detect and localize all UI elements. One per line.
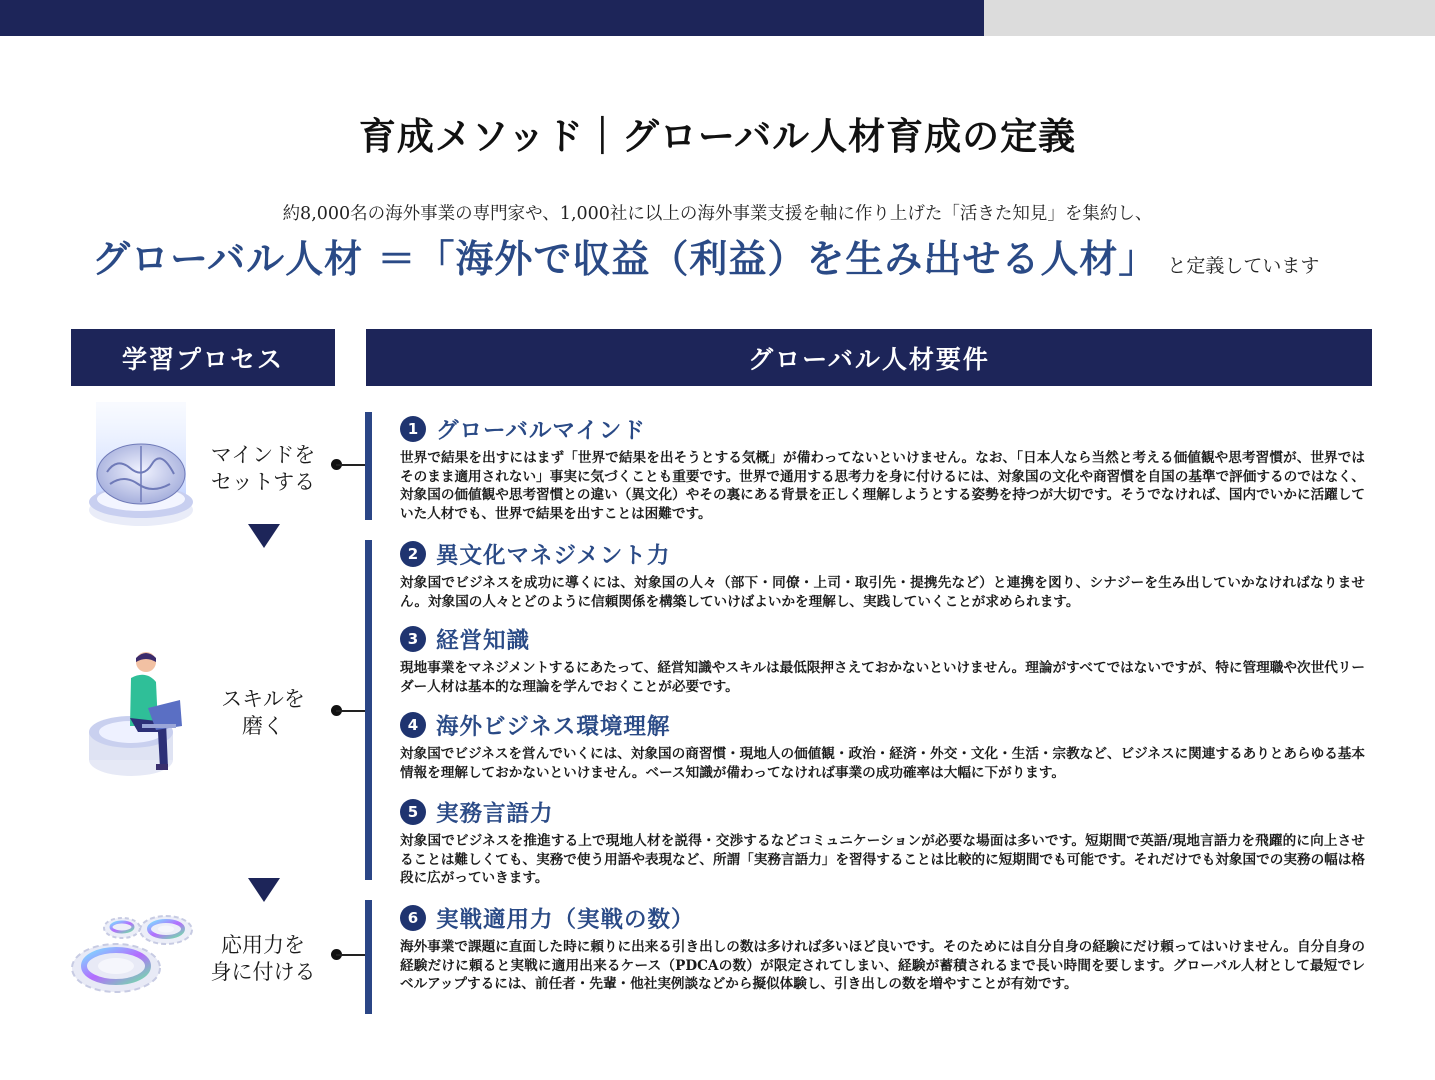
requirement-head <box>400 538 1365 570</box>
requirement-body: 現地事業をマネジメントするにあたって、経営知識やスキルは最低限押さえておかないといけません。理論がすべてではないですが、特に管理職や次世代リーダー人材は基本的な理論を学んでおくことが必要です。 <box>400 660 1365 695</box>
number-badge: 2 <box>400 541 426 567</box>
number-badge: 6 <box>400 905 426 931</box>
connector-line <box>336 710 366 712</box>
requirement-title: 実務言語力 <box>436 801 554 827</box>
page-title: 育成メソッド｜グローバル人材育成の定義 <box>358 114 1077 158</box>
brain-icon <box>82 402 200 530</box>
number-badge: 3 <box>400 626 426 652</box>
number-badge: 5 <box>400 799 426 825</box>
requirement-head <box>400 709 1365 741</box>
group-bracket-application <box>365 900 372 1014</box>
definition-tail: と定義しています <box>1167 255 1320 277</box>
requirement-item <box>400 623 1365 696</box>
requirement-title: 実戦適用力（実戦の数） <box>436 907 695 933</box>
top-accent-bar <box>0 0 984 36</box>
stage-label-application <box>193 932 333 986</box>
requirement-item <box>400 413 1365 523</box>
stage-label-skills <box>193 686 333 740</box>
connector-line <box>336 464 366 466</box>
down-arrow-icon <box>248 524 280 548</box>
requirement-head <box>400 623 1365 655</box>
requirement-title: 異文化マネジメント力 <box>436 543 671 569</box>
down-arrow-icon <box>248 878 280 902</box>
requirement-item <box>400 538 1365 611</box>
number-badge: 4 <box>400 712 426 738</box>
person-laptop-icon <box>86 648 186 780</box>
requirement-body: 対象国でビジネスを営んでいくには、対象国の商習慣・現地人の価値観・政治・経済・外交・文化・生活・宗教など、ビジネスに関連するありとあらゆる基本情報を理解しておかないといけません。ベース知識が備わってなければ事業の成功確率は大幅に下がります。 <box>400 746 1365 781</box>
requirement-item <box>400 902 1365 994</box>
number-badge: 1 <box>400 416 426 442</box>
definition-main: グローバル人材 ＝「海外で収益（利益）を生み出せる人材」 <box>92 236 1158 281</box>
stage-label-line: 身に付ける <box>210 960 316 984</box>
requirement-item <box>400 796 1365 888</box>
requirement-head <box>400 902 1365 934</box>
requirement-title: グローバルマインド <box>436 418 646 444</box>
requirement-head <box>400 413 1365 445</box>
requirement-title: 経営知識 <box>436 628 531 654</box>
group-bracket-mindset <box>365 412 372 520</box>
requirement-body: 海外事業で課題に直面した時に頼りに出来る引き出しの数は多ければ多いほど良いです。そのためには自分自身の経験にだけ頼ってはいけません。自分自身の経験だけに頼ると実戦に適用出来るケース（PDCAの数）が限定されてしまい、経験が蓄積されるまで長い時間を要します。グローバル人材として最短でレベルアップするには、前任者・先輩・他社実例談などから擬似体験し、引き出しの数を増やすことが有効です。 <box>400 939 1365 992</box>
stage-label-line: スキルを <box>221 687 305 711</box>
requirement-item <box>400 709 1365 782</box>
gears-icon <box>68 908 194 1000</box>
stage-label-mindset <box>193 442 333 496</box>
requirement-head <box>400 796 1365 828</box>
requirement-body: 対象国でビジネスを推進する上で現地人材を説得・交渉するなどコミュニケーションが必要な場面は多いです。短期間で英語/現地言語力を飛躍的に向上させることは難しくても、実務で使う用語や表現など、所謂「実務言語力」を習得することは比較的に短期間でも可能です。それだけでも対象国での実務の幅は格段に広がっていきます。 <box>400 833 1365 886</box>
requirement-body: 対象国でビジネスを成功に導くには、対象国の人々（部下・同僚・上司・取引先・提携先など）と連携を図り、シナジーを生み出していかなければなりません。対象国の人々とどのように信頼関係を構築していけばよいかを理解し、実践していくことが求められます。 <box>400 575 1365 610</box>
stage-label-line: セットする <box>210 470 316 494</box>
intro-text: 約8,000名の海外事業の専門家や、1,000社に以上の海外事業支援を軸に作り上げた「活きた知見」を集約し、 <box>282 204 1153 224</box>
group-bracket-skills <box>365 540 372 880</box>
definition-headline <box>92 228 1319 283</box>
requirement-body: 世界で結果を出すにはまず「世界で結果を出そうとする気概」が備わってないといけません。なお、「日本人なら当然と考える価値観や思考習慣が、世界ではそのまま適用されない」事実に気づくことも重要です。世界で通用する思考力を身に付けるには、対象国の文化や商習慣を自国の基準で評価するのではなく、対象国の価値観や思考習慣との違い（異文化）やその裏にある背景を正しく理解しようとする姿勢を持つが大切です。そうでなければ、国内でいかに活躍していた人材でも、世界で結果を出すことは困難です。 <box>400 450 1365 522</box>
stage-label-line: 応用力を <box>221 933 305 957</box>
connector-line <box>336 954 366 956</box>
header-learning-process: 学習プロセス <box>71 329 335 386</box>
top-accent-bar-gray <box>984 0 1435 36</box>
requirement-title: 海外ビジネス環境理解 <box>436 714 671 740</box>
header-global-requirements: グローバル人材要件 <box>366 329 1372 386</box>
stage-label-line: 磨く <box>242 714 284 738</box>
stage-label-line: マインドを <box>210 443 316 467</box>
